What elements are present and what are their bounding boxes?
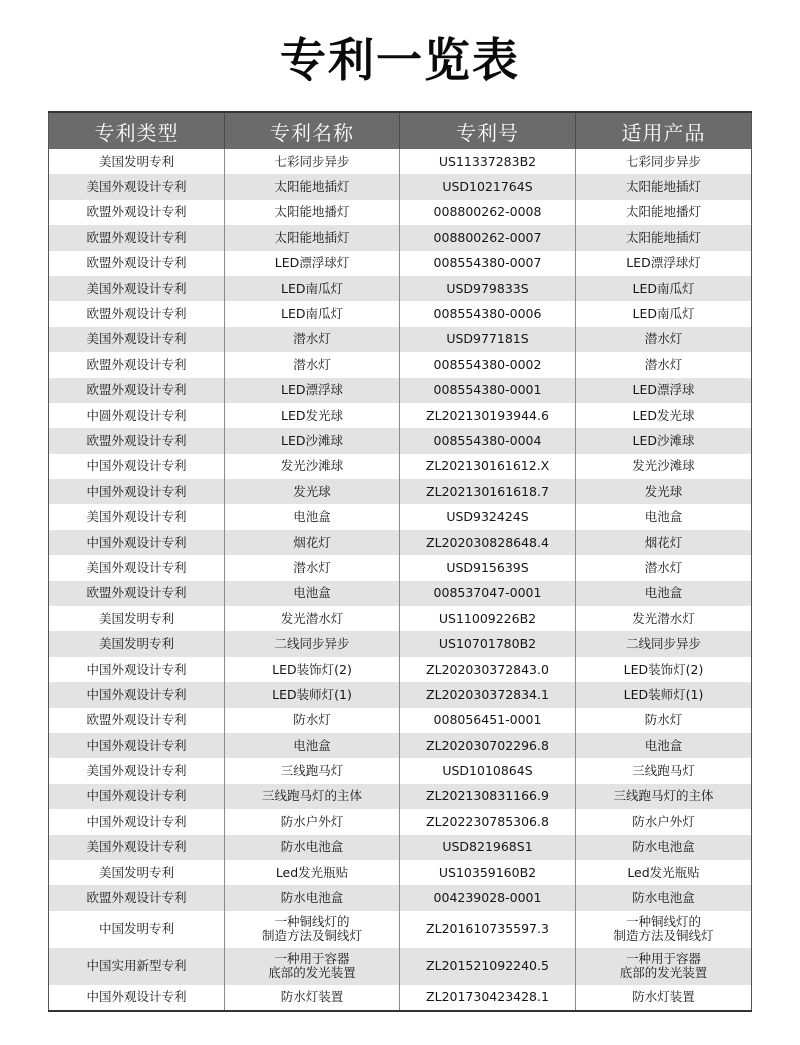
cell-product: 太阳能地插灯 bbox=[576, 174, 752, 199]
table-row bbox=[49, 948, 752, 985]
cell-number: 008554380-0002 bbox=[400, 352, 576, 377]
cell-type: 中国外观设计专利 bbox=[49, 682, 225, 707]
cell-name: 潜水灯 bbox=[225, 327, 400, 352]
cell-name: 三线跑马灯 bbox=[225, 758, 400, 783]
table-row bbox=[49, 174, 752, 199]
table-row bbox=[49, 327, 752, 352]
table-row bbox=[49, 276, 752, 301]
cell-type: 美国外观设计专利 bbox=[49, 276, 225, 301]
cell-type: 欧盟外观设计专利 bbox=[49, 708, 225, 733]
table-row bbox=[49, 378, 752, 403]
cell-number: ZL202030828648.4 bbox=[400, 530, 576, 555]
cell-type: 中国外观设计专利 bbox=[49, 454, 225, 479]
cell-product: 三线跑马灯 bbox=[576, 758, 752, 783]
cell-product bbox=[576, 948, 752, 985]
page-title: 专利一览表 bbox=[280, 33, 520, 87]
cell-product-line: 制造方法及铜线灯 bbox=[613, 928, 714, 944]
cell-product: 三线跑马灯的主体 bbox=[576, 784, 752, 809]
cell-product-line: 一种用于容器 bbox=[625, 951, 701, 967]
cell-type: 中国实用新型专利 bbox=[49, 948, 225, 985]
cell-product: Led发光瓶贴 bbox=[576, 860, 752, 885]
cell-name: LED发光球 bbox=[225, 403, 400, 428]
cell-name: 烟花灯 bbox=[225, 530, 400, 555]
header-row bbox=[49, 112, 752, 149]
cell-type: 欧盟外观设计专利 bbox=[49, 251, 225, 276]
cell-product bbox=[576, 911, 752, 948]
cell-product: 防水户外灯 bbox=[576, 809, 752, 834]
cell-product: 潜水灯 bbox=[576, 352, 752, 377]
cell-product-line: 一种铜线灯的 bbox=[625, 914, 701, 930]
header-patent-number: 专利号 bbox=[400, 112, 576, 149]
cell-number: USD977181S bbox=[400, 327, 576, 352]
cell-number: 008056451-0001 bbox=[400, 708, 576, 733]
table-body bbox=[49, 149, 752, 1011]
cell-number: 008800262-0008 bbox=[400, 200, 576, 225]
cell-number: US10701780B2 bbox=[400, 631, 576, 656]
cell-name: Led发光瓶贴 bbox=[225, 860, 400, 885]
cell-type: 中国外观设计专利 bbox=[49, 809, 225, 834]
header-patent-type: 专利类型 bbox=[49, 112, 225, 149]
cell-product: 防水灯装置 bbox=[576, 985, 752, 1011]
header-applicable-product: 适用产品 bbox=[576, 112, 752, 149]
cell-type: 欧盟外观设计专利 bbox=[49, 581, 225, 606]
cell-type: 美国发明专利 bbox=[49, 860, 225, 885]
cell-product: LED南瓜灯 bbox=[576, 301, 752, 326]
cell-number: ZL202030702296.8 bbox=[400, 733, 576, 758]
cell-product: 潜水灯 bbox=[576, 555, 752, 580]
table-row bbox=[49, 454, 752, 479]
cell-number: USD915639S bbox=[400, 555, 576, 580]
cell-product: 潜水灯 bbox=[576, 327, 752, 352]
cell-number: US11337283B2 bbox=[400, 149, 576, 174]
cell-product-line: 底部的发光装置 bbox=[619, 965, 708, 981]
table-row bbox=[49, 911, 752, 948]
cell-product: 烟花灯 bbox=[576, 530, 752, 555]
table-row bbox=[49, 428, 752, 453]
table-row bbox=[49, 479, 752, 504]
cell-name: 潜水灯 bbox=[225, 555, 400, 580]
cell-name-line: 制造方法及铜线灯 bbox=[261, 928, 362, 944]
cell-product: 发光潜水灯 bbox=[576, 606, 752, 631]
cell-number: ZL201610735597.3 bbox=[400, 911, 576, 948]
cell-name: LED装饰灯(2) bbox=[225, 657, 400, 682]
cell-product: LED装饰灯(2) bbox=[576, 657, 752, 682]
table-row bbox=[49, 352, 752, 377]
cell-type: 欧盟外观设计专利 bbox=[49, 378, 225, 403]
table-row bbox=[49, 885, 752, 910]
table-row bbox=[49, 606, 752, 631]
cell-number: USD1021764S bbox=[400, 174, 576, 199]
cell-type: 美国外观设计专利 bbox=[49, 758, 225, 783]
cell-type: 中国外观设计专利 bbox=[49, 530, 225, 555]
table-row bbox=[49, 225, 752, 250]
cell-type: 欧盟外观设计专利 bbox=[49, 225, 225, 250]
cell-name-line: 一种用于容器 bbox=[274, 951, 350, 967]
cell-number: ZL201521092240.5 bbox=[400, 948, 576, 985]
cell-number: ZL202030372834.1 bbox=[400, 682, 576, 707]
cell-type: 美国发明专利 bbox=[49, 631, 225, 656]
cell-product: 电池盒 bbox=[576, 504, 752, 529]
cell-type: 中国外观设计专利 bbox=[49, 733, 225, 758]
cell-number: ZL202130161612.X bbox=[400, 454, 576, 479]
table-row bbox=[49, 657, 752, 682]
cell-number: 008800262-0007 bbox=[400, 225, 576, 250]
table-row bbox=[49, 403, 752, 428]
table-row bbox=[49, 809, 752, 834]
cell-name: LED南瓜灯 bbox=[225, 276, 400, 301]
cell-product: 太阳能地播灯 bbox=[576, 200, 752, 225]
cell-number: USD1010864S bbox=[400, 758, 576, 783]
cell-type: 美国外观设计专利 bbox=[49, 555, 225, 580]
cell-product: LED装师灯(1) bbox=[576, 682, 752, 707]
cell-name: LED沙滩球 bbox=[225, 428, 400, 453]
cell-number: ZL201730423428.1 bbox=[400, 985, 576, 1011]
cell-name bbox=[225, 911, 400, 948]
cell-product: 防水电池盒 bbox=[576, 885, 752, 910]
cell-product: 发光球 bbox=[576, 479, 752, 504]
cell-product: LED漂浮球 bbox=[576, 378, 752, 403]
cell-type: 中国外观设计专利 bbox=[49, 657, 225, 682]
cell-type: 美国外观设计专利 bbox=[49, 327, 225, 352]
table-row bbox=[49, 504, 752, 529]
cell-name: 发光球 bbox=[225, 479, 400, 504]
patent-table-container bbox=[48, 111, 751, 1012]
cell-number: ZL202130161618.7 bbox=[400, 479, 576, 504]
cell-name: 电池盒 bbox=[225, 733, 400, 758]
cell-name: 电池盒 bbox=[225, 504, 400, 529]
cell-name: 潜水灯 bbox=[225, 352, 400, 377]
cell-name: 防水灯装置 bbox=[225, 985, 400, 1011]
cell-type: 欧盟外观设计专利 bbox=[49, 428, 225, 453]
cell-number: 008537047-0001 bbox=[400, 581, 576, 606]
cell-type: 中国外观设计专利 bbox=[49, 479, 225, 504]
cell-name-line: 一种铜线灯的 bbox=[274, 914, 350, 930]
cell-product: 电池盒 bbox=[576, 733, 752, 758]
table-row bbox=[49, 985, 752, 1011]
table-row bbox=[49, 733, 752, 758]
cell-type: 欧盟外观设计专利 bbox=[49, 200, 225, 225]
cell-type: 中国外观设计专利 bbox=[49, 784, 225, 809]
cell-number: ZL202030372843.0 bbox=[400, 657, 576, 682]
cell-name bbox=[225, 948, 400, 985]
cell-product: 发光沙滩球 bbox=[576, 454, 752, 479]
table-row bbox=[49, 530, 752, 555]
table-row bbox=[49, 251, 752, 276]
table-row bbox=[49, 581, 752, 606]
cell-number: 008554380-0007 bbox=[400, 251, 576, 276]
cell-type: 中国外观设计专利 bbox=[49, 985, 225, 1011]
table-row bbox=[49, 682, 752, 707]
table-row bbox=[49, 784, 752, 809]
cell-name: 三线跑马灯的主体 bbox=[225, 784, 400, 809]
cell-type: 美国发明专利 bbox=[49, 149, 225, 174]
cell-number: 008554380-0004 bbox=[400, 428, 576, 453]
cell-number: 004239028-0001 bbox=[400, 885, 576, 910]
cell-product: 防水灯 bbox=[576, 708, 752, 733]
cell-name: LED漂浮球灯 bbox=[225, 251, 400, 276]
table-row bbox=[49, 200, 752, 225]
table-row bbox=[49, 708, 752, 733]
cell-number: ZL202130831166.9 bbox=[400, 784, 576, 809]
cell-type: 欧盟外观设计专利 bbox=[49, 352, 225, 377]
cell-name: LED南瓜灯 bbox=[225, 301, 400, 326]
cell-number: US10359160B2 bbox=[400, 860, 576, 885]
table-row bbox=[49, 555, 752, 580]
table-row bbox=[49, 860, 752, 885]
cell-name: 七彩同步异步 bbox=[225, 149, 400, 174]
cell-type: 美国外观设计专利 bbox=[49, 174, 225, 199]
cell-name: 太阳能地播灯 bbox=[225, 200, 400, 225]
cell-product: LED南瓜灯 bbox=[576, 276, 752, 301]
table-row bbox=[49, 149, 752, 174]
cell-type: 欧盟外观设计专利 bbox=[49, 301, 225, 326]
cell-name: LED装师灯(1) bbox=[225, 682, 400, 707]
cell-number: ZL202130193944.6 bbox=[400, 403, 576, 428]
cell-number: USD979833S bbox=[400, 276, 576, 301]
cell-number: USD932424S bbox=[400, 504, 576, 529]
cell-name: 太阳能地插灯 bbox=[225, 174, 400, 199]
cell-number: 008554380-0001 bbox=[400, 378, 576, 403]
cell-product: LED漂浮球灯 bbox=[576, 251, 752, 276]
cell-product: 二线同步异步 bbox=[576, 631, 752, 656]
cell-name: 发光沙滩球 bbox=[225, 454, 400, 479]
header-patent-name: 专利名称 bbox=[225, 112, 400, 149]
cell-product: LED沙滩球 bbox=[576, 428, 752, 453]
cell-number: ZL202230785306.8 bbox=[400, 809, 576, 834]
cell-number: 008554380-0006 bbox=[400, 301, 576, 326]
cell-type: 中国发明专利 bbox=[49, 911, 225, 948]
cell-name: 二线同步异步 bbox=[225, 631, 400, 656]
cell-product: 七彩同步异步 bbox=[576, 149, 752, 174]
cell-name: 防水灯 bbox=[225, 708, 400, 733]
cell-type: 美国外观设计专利 bbox=[49, 504, 225, 529]
cell-product: 防水电池盒 bbox=[576, 835, 752, 860]
cell-name: LED漂浮球 bbox=[225, 378, 400, 403]
cell-name: 太阳能地插灯 bbox=[225, 225, 400, 250]
cell-type: 美国外观设计专利 bbox=[49, 835, 225, 860]
table-row bbox=[49, 758, 752, 783]
cell-name: 防水电池盒 bbox=[225, 835, 400, 860]
cell-product: LED发光球 bbox=[576, 403, 752, 428]
table-row bbox=[49, 631, 752, 656]
cell-type: 中圆外观设计专利 bbox=[49, 403, 225, 428]
cell-name: 防水户外灯 bbox=[225, 809, 400, 834]
cell-name: 发光潜水灯 bbox=[225, 606, 400, 631]
cell-name-line: 底部的发光装置 bbox=[268, 965, 356, 981]
cell-name: 电池盒 bbox=[225, 581, 400, 606]
table-header bbox=[49, 112, 752, 149]
cell-name: 防水电池盒 bbox=[225, 885, 400, 910]
cell-product: 太阳能地插灯 bbox=[576, 225, 752, 250]
cell-number: US11009226B2 bbox=[400, 606, 576, 631]
cell-product: 电池盒 bbox=[576, 581, 752, 606]
patent-table bbox=[48, 111, 752, 1012]
cell-number: USD821968S1 bbox=[400, 835, 576, 860]
cell-type: 欧盟外观设计专利 bbox=[49, 885, 225, 910]
cell-type: 美国发明专利 bbox=[49, 606, 225, 631]
table-row bbox=[49, 301, 752, 326]
table-row bbox=[49, 835, 752, 860]
